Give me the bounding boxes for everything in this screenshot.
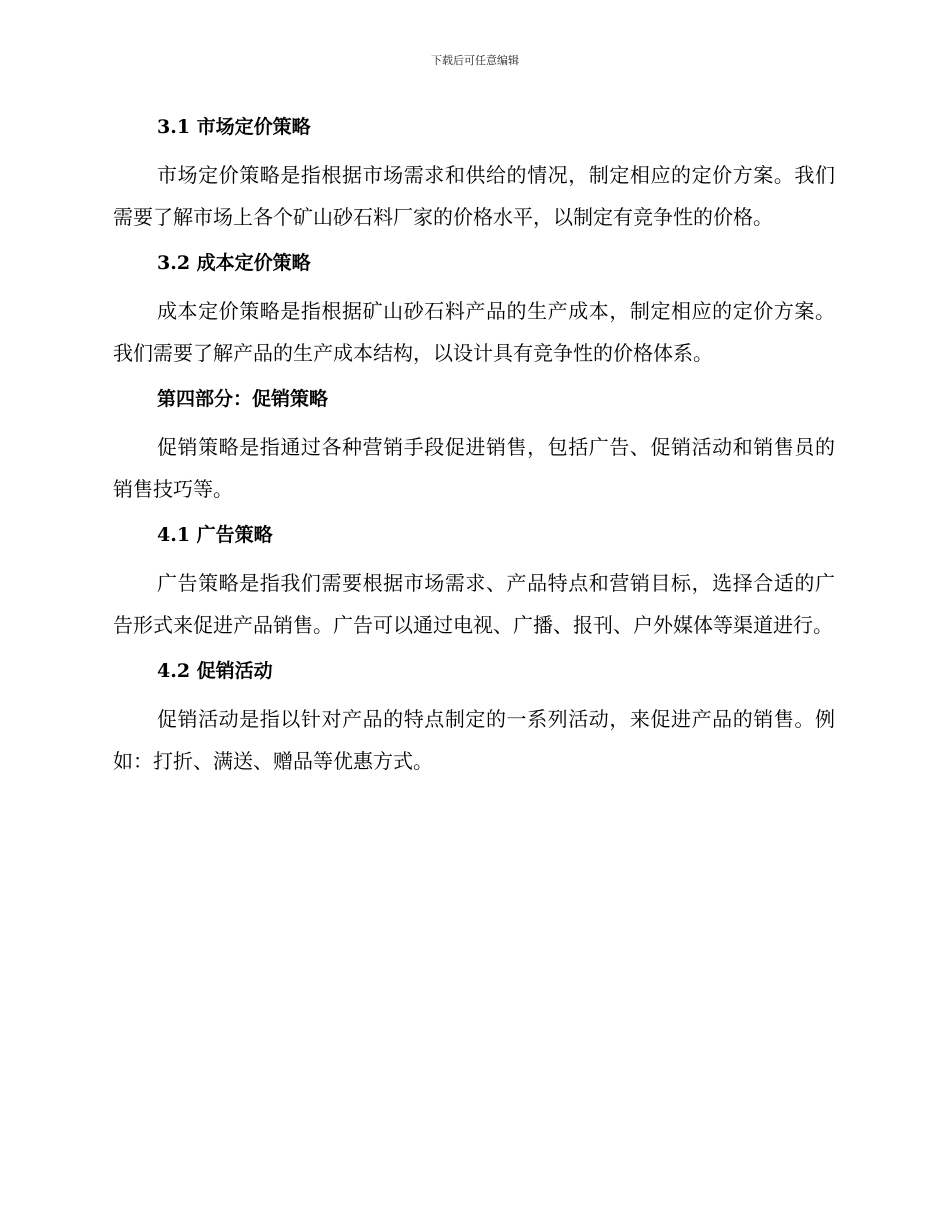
section-paragraph: 促销活动是指以针对产品的特点制定的一系列活动，来促进产品的销售。例如：打折、满送、赠品等优惠方式。 <box>113 707 835 773</box>
page-header: 下载后可任意编辑 <box>431 54 519 67</box>
section-3-1 <box>113 110 835 246</box>
section-heading: 第四部分：促销策略 <box>157 388 329 410</box>
section-heading: 4.2 促销活动 <box>157 660 273 682</box>
section-paragraph: 广告策略是指我们需要根据市场需求、产品特点和营销目标，选择合适的广告形式来促进产品销售。广告可以通过电视、广播、报刊、户外媒体等渠道进行。 <box>113 571 835 637</box>
section-paragraph: 市场定价策略是指根据市场需求和供给的情况，制定相应的定价方案。我们需要了解市场上各个矿山砂石料厂家的价格水平，以制定有竞争性的价格。 <box>113 163 835 229</box>
section-paragraph: 成本定价策略是指根据矿山砂石料产品的生产成本，制定相应的定价方案。我们需要了解产品的生产成本结构，以设计具有竞争性的价格体系。 <box>113 299 835 365</box>
document-body <box>113 110 835 782</box>
section-4-1 <box>113 518 835 654</box>
section-paragraph: 促销策略是指通过各种营销手段促进销售，包括广告、促销活动和销售员的销售技巧等。 <box>113 435 835 501</box>
section-4-2 <box>113 654 835 782</box>
section-3-2 <box>113 246 835 382</box>
section-heading: 3.1 市场定价策略 <box>157 116 311 138</box>
section-heading: 3.2 成本定价策略 <box>157 252 311 274</box>
section-heading: 4.1 广告策略 <box>157 524 273 546</box>
section-part-4 <box>113 382 835 518</box>
